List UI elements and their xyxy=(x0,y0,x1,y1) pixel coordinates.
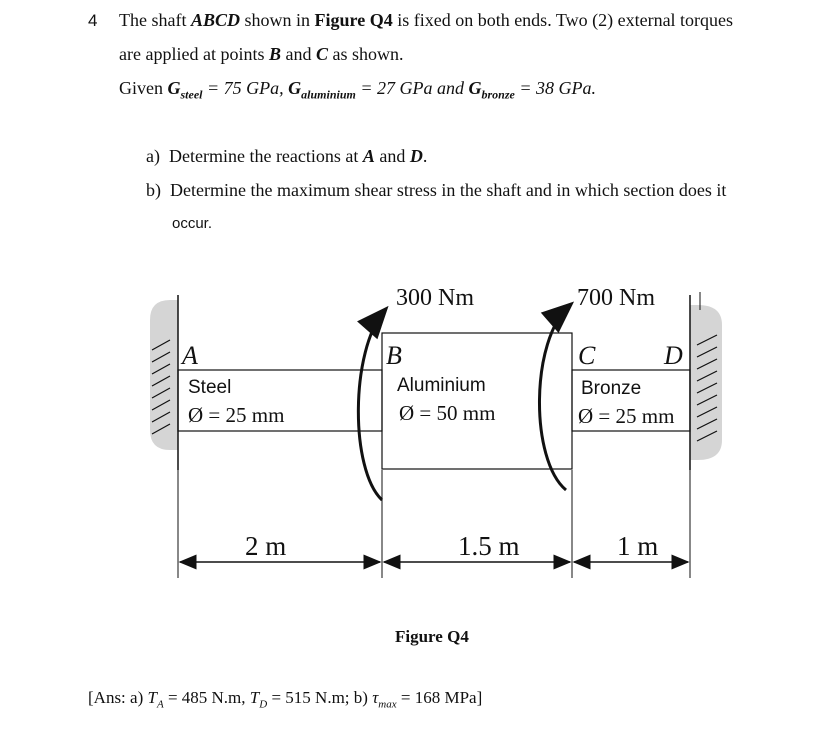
right-fixed-support xyxy=(690,295,722,470)
tau-value: = 168 MPa] xyxy=(396,688,483,707)
part-b-label: b) xyxy=(146,180,161,200)
steel-diameter: Ø = 25 mm xyxy=(188,403,285,427)
length-bc-label: 1.5 m xyxy=(458,531,520,561)
length-cd-label: 1 m xyxy=(617,531,659,561)
td-subscript: D xyxy=(259,698,268,711)
length-ab-label: 2 m xyxy=(245,531,287,561)
intro-text: The shaft xyxy=(119,10,191,30)
shaft-name: ABCD xyxy=(190,10,241,30)
point-ref-c: C xyxy=(315,44,328,64)
g-bronze-value: = 38 GPa. xyxy=(514,78,596,98)
part-a-text: . xyxy=(422,146,428,166)
point-c-label: C xyxy=(578,341,596,370)
g-steel-subscript: steel xyxy=(180,87,203,102)
figure-caption: Figure Q4 xyxy=(395,627,469,646)
given-label: Given xyxy=(119,78,168,98)
part-b-text: Determine the maximum shear stress in the shaft and in which section does it xyxy=(170,180,727,200)
td-symbol: T xyxy=(249,688,260,707)
part-a-text: Determine the reactions at xyxy=(168,146,363,166)
intro-text: is fixed on both ends. Two (2) external torques xyxy=(392,10,734,30)
td-value: = 515 N.m; b) xyxy=(267,688,373,707)
g-symbol: G xyxy=(288,78,302,98)
g-steel-value: = 75 GPa, xyxy=(202,78,289,98)
bronze-label: Bronze xyxy=(581,378,642,399)
g-symbol: G xyxy=(167,78,181,98)
torque-c-label: 700 Nm xyxy=(577,285,655,311)
g-al-value: = 27 GPa and xyxy=(355,78,469,98)
part-a-label: a) xyxy=(146,146,160,166)
torque-arrow-b xyxy=(358,310,385,500)
left-fixed-support xyxy=(150,295,178,470)
answer-text: [Ans: a) xyxy=(88,688,148,707)
aluminium-diameter: Ø = 50 mm xyxy=(399,401,496,425)
point-d-label: D xyxy=(664,341,683,370)
tau-subscript: max xyxy=(378,698,397,711)
aluminium-label: Aluminium xyxy=(397,375,486,396)
bronze-diameter: Ø = 25 mm xyxy=(578,404,675,428)
part-b-continuation: occur. xyxy=(172,215,213,232)
answer-line xyxy=(88,688,482,710)
g-bronze-subscript: bronze xyxy=(481,87,515,102)
intro-text: shown in xyxy=(240,10,315,30)
point-ref-b: B xyxy=(268,44,281,64)
intro-text: as shown. xyxy=(327,44,404,64)
point-a-label: A xyxy=(182,341,198,370)
steel-label: Steel xyxy=(188,377,232,398)
question-number: 4 xyxy=(88,11,98,30)
figure-ref: Figure Q4 xyxy=(314,10,393,30)
point-ref-a: A xyxy=(362,146,375,166)
torque-b-label: 300 Nm xyxy=(396,285,474,311)
tau-symbol: τ xyxy=(372,688,379,707)
g-al-subscript: aluminium xyxy=(301,87,356,102)
ta-value: = 485 N.m, xyxy=(163,688,250,707)
ta-subscript: A xyxy=(156,698,164,711)
ta-symbol: T xyxy=(147,688,157,707)
intro-text: and xyxy=(280,44,316,64)
part-a-text: and xyxy=(374,146,410,166)
point-b-label: B xyxy=(386,341,402,370)
g-symbol: G xyxy=(468,78,482,98)
point-ref-d: D xyxy=(409,146,423,166)
intro-text: are applied at points xyxy=(119,44,269,64)
